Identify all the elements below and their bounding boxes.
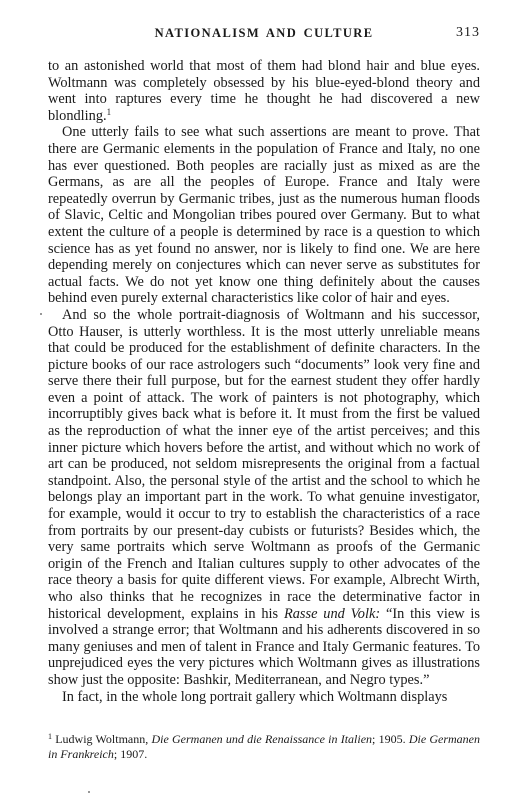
footnote-marker: 1 xyxy=(48,732,52,741)
footnote-text: ; 1905. xyxy=(372,732,409,746)
page-number: 313 xyxy=(456,25,480,40)
footnote-title: Die Germanen und die Renaissance in Italien xyxy=(151,732,373,746)
footnote-text: ; 1907. xyxy=(113,747,148,761)
footnote-reference: 1 xyxy=(106,106,112,117)
paragraph-text: to an astonished world that most of them had blond hair and blue eyes. Woltmann was completely obsessed by his blue-eyed-blond theory and went into raptures every time he thought he had discovered a new blondling. xyxy=(48,58,480,124)
book-title: Rasse und Volk: xyxy=(283,605,381,622)
footnote-title: Die Germanen in Frankreich xyxy=(48,732,481,761)
running-head: NATIONALISM AND CULTURE xyxy=(154,26,374,40)
page-header xyxy=(48,26,480,46)
paragraph-text: And so the whole portrait-diagnosis of Woltmann and his successor, Otto Hauser, is utterly worthless. It is the most utterly unreliable means that could be produced for the establishment of definite characters. In the picture books of our race astrologers such “documents” look very fine and serve there their full purpose, but for the earnest student they offer hardly even a point of attack. The work of painters is not photography, which incorruptibly gives back what is before it. It must from the first be valued as the reproduction of what the inner eye of the artist perceives; and this inner picture which hovers before the artist, and without which no work of art can be produced, not seldom misrepresents the original from a factual standpoint. Also, the personal style of the artist and the school to which he belongs play an important part in the work. To what genuine investigator, for example, would it occur to try to establish the characteristics of a race from portraits by our present-day cubists or futurists? Besides which, the very same portraits which serve Woltmann as proofs of the Germanic origin of the French and Italian cultures supply to other advocates of the race theory a basis for quite different views. For example, Albrecht Wirth, who also thinks that he recognizes in race the determinative factor in historical development, explains in his xyxy=(48,306,480,622)
footnote-author: Ludwig Woltmann, xyxy=(55,732,152,746)
paragraph-text: “In this view is involved a strange error; that Woltmann and his adherents discovered in so many geniuses and men of talent in France and Italy Germanic features. To unprejudiced eyes the very pictures which Woltmann gives as illustrations show just the opposite: Bashkir, Mediterranean, and Negro types.” xyxy=(48,605,480,688)
margin-speck xyxy=(40,313,42,315)
paragraph: One utterly fails to see what such assertions are meant to prove. That there are Germanic elements in the population of France and Italy, no one has ever questioned. Both peoples are racially just as mixed as are the Germans, as are all the peoples of Europe. France and Italy were repeatedly overrun by Germanic tribes, just as the numerous human floods of Slavic, Celtic and Mongolian tribes poured over Germany. But to what extent the culture of a people is determined by race is a question to which science has as yet found no answer, nor is likely to find one. We are here depending merely on conjectures which can never serve as substitutes for actual facts. We do not yet know one thing definitely about the causes behind even purely external characteristics like color of hair and eyes. xyxy=(48,124,480,307)
footnote xyxy=(48,732,480,762)
paragraph: In fact, in the whole long portrait gallery which Woltmann displays xyxy=(62,688,448,705)
body-text xyxy=(48,58,480,705)
margin-speck xyxy=(88,791,90,793)
paragraph-continuation xyxy=(48,58,480,124)
paragraph xyxy=(48,307,480,689)
